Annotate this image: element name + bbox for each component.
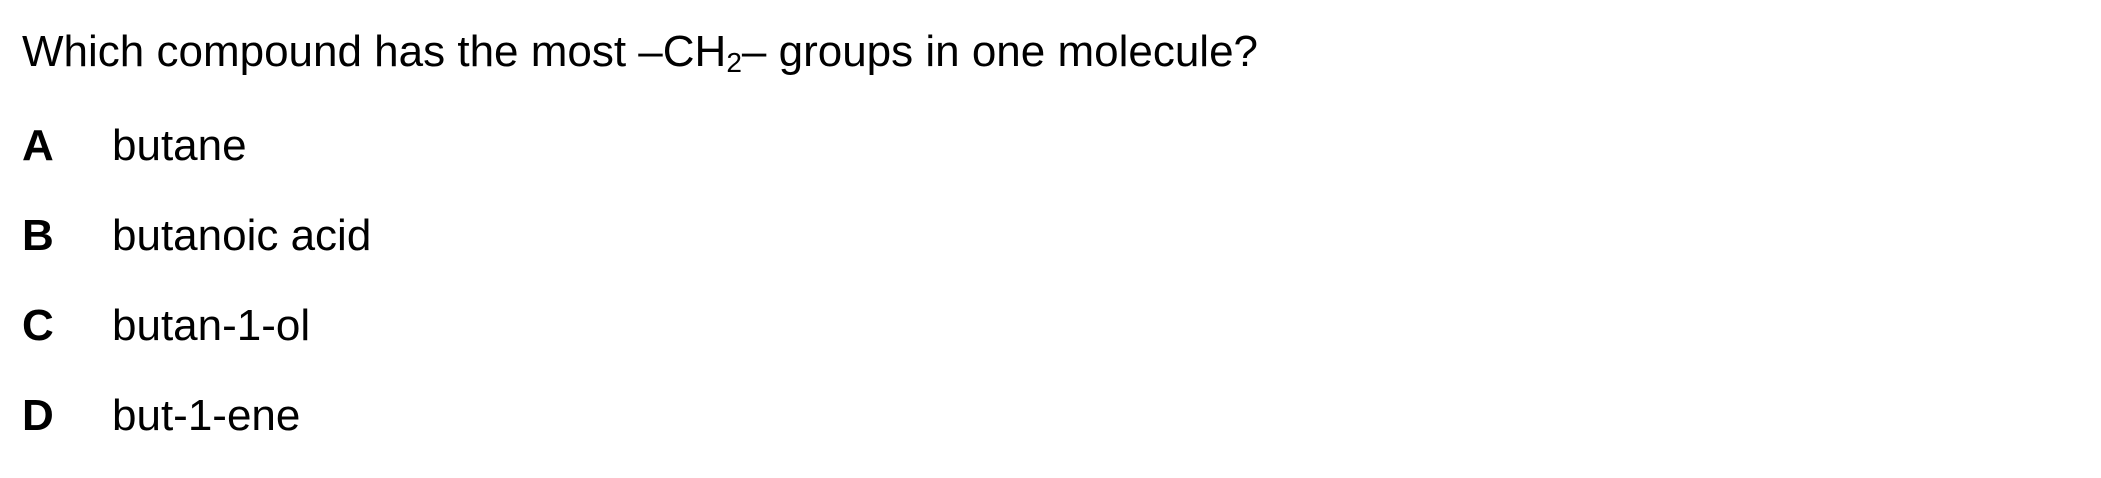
option-text: butan-1-ol xyxy=(112,301,311,350)
option-letter: A xyxy=(22,121,54,170)
option-d[interactable] xyxy=(22,388,371,478)
question-text xyxy=(22,24,1258,80)
option-c[interactable] xyxy=(22,298,371,388)
question-subscript: 2 xyxy=(726,47,742,78)
option-letter: D xyxy=(22,391,54,440)
option-text: butane xyxy=(112,121,247,170)
answer-options xyxy=(22,118,371,478)
question-suffix: – groups in one molecule? xyxy=(741,27,1259,76)
option-b[interactable] xyxy=(22,208,371,298)
option-text: butanoic acid xyxy=(112,211,372,260)
option-a[interactable] xyxy=(22,118,371,208)
question-prefix: Which compound has the most –CH xyxy=(22,27,727,76)
option-text: but-1-ene xyxy=(112,391,301,440)
option-letter: B xyxy=(22,211,54,260)
option-letter: C xyxy=(22,301,54,350)
